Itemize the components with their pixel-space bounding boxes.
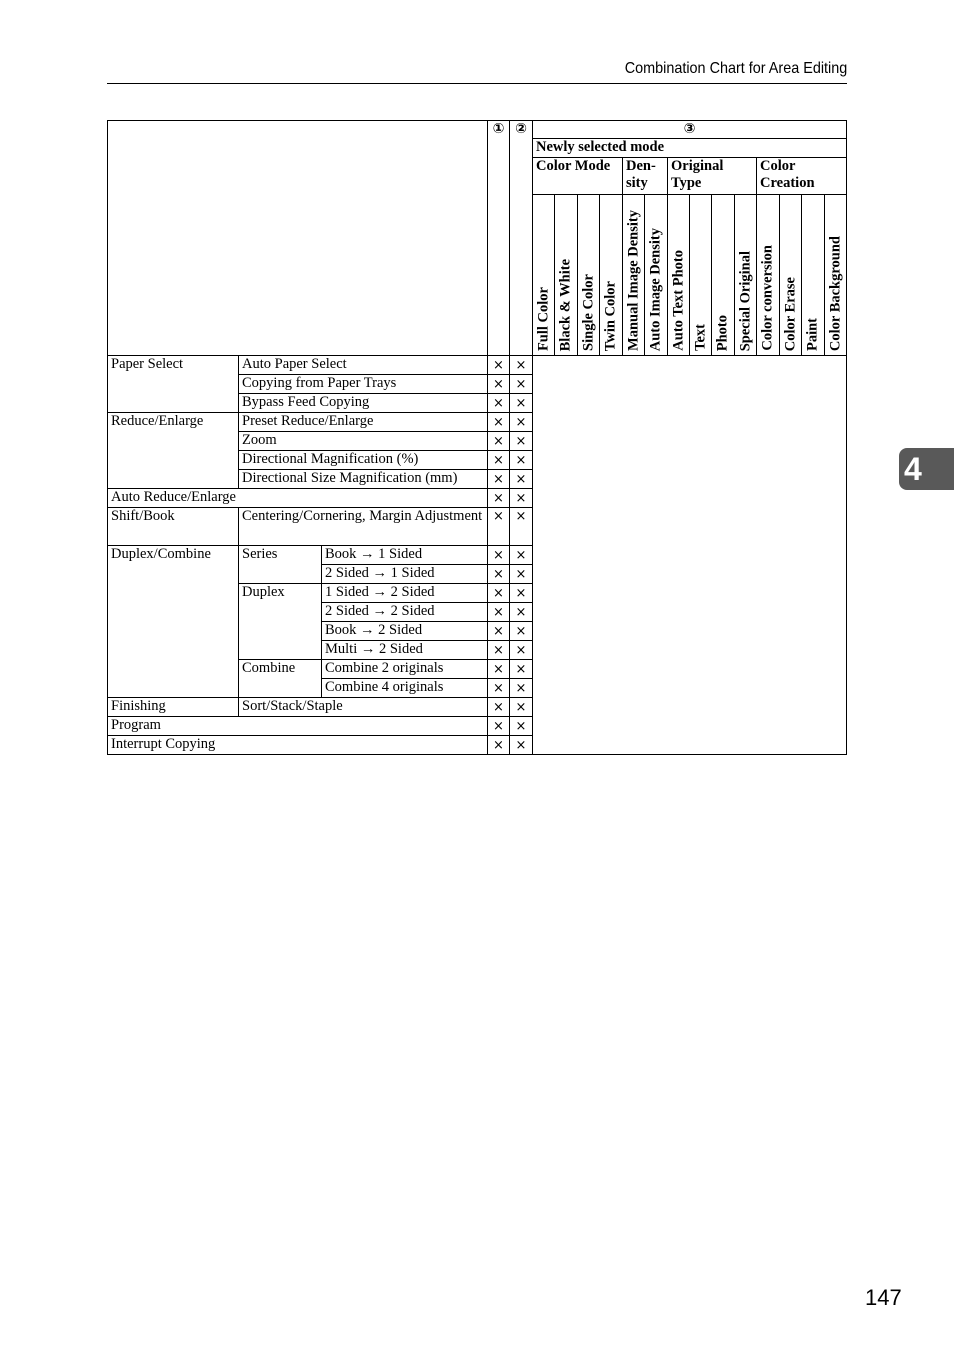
group-color-creation: Color Creation bbox=[757, 158, 847, 195]
col-special-original bbox=[735, 195, 757, 356]
row-label: 2 Sided → 2 Sided bbox=[322, 603, 488, 622]
row-label: Preset Reduce/Enlarge bbox=[239, 413, 488, 432]
row-label: 1 Sided → 2 Sided bbox=[322, 584, 488, 603]
mark-cell: × bbox=[488, 717, 510, 736]
mark-cell: × bbox=[510, 641, 533, 660]
chapter-tab: 4 bbox=[899, 448, 954, 490]
row-label: Centering/Cornering, Margin Adjustment bbox=[239, 508, 488, 546]
mark-cell: × bbox=[488, 641, 510, 660]
mark-cell: × bbox=[510, 356, 533, 375]
row-label: Combine 4 originals bbox=[322, 679, 488, 698]
mark-cell: × bbox=[488, 489, 510, 508]
mark-cell: × bbox=[488, 413, 510, 432]
col-photo bbox=[712, 195, 735, 356]
mark-cell: × bbox=[488, 432, 510, 451]
page-number: 147 bbox=[865, 1285, 902, 1310]
row-label: Copying from Paper Trays bbox=[239, 375, 488, 394]
mark-cell: × bbox=[510, 717, 533, 736]
row-label: Sort/Stack/Staple bbox=[239, 698, 488, 717]
row-label: Program bbox=[108, 717, 488, 736]
col-label: Color Background bbox=[827, 235, 843, 351]
mark-cell: × bbox=[510, 698, 533, 717]
col-label: Auto Text Photo bbox=[670, 250, 686, 351]
mark-cell: × bbox=[488, 451, 510, 470]
mark-cell: × bbox=[488, 356, 510, 375]
mark-cell: × bbox=[510, 508, 533, 546]
group-original-type: Original Type bbox=[668, 158, 757, 195]
row-label: Directional Size Magnification (mm) bbox=[239, 470, 488, 489]
mark-cell: × bbox=[510, 622, 533, 641]
row-label: 2 Sided → 1 Sided bbox=[322, 565, 488, 584]
mark-cell: × bbox=[488, 546, 510, 565]
col-label: Single Color bbox=[580, 274, 596, 351]
mark-cell: × bbox=[510, 584, 533, 603]
mark-cell: × bbox=[510, 432, 533, 451]
col-label: Color Erase bbox=[782, 276, 798, 351]
col-color-erase bbox=[780, 195, 802, 356]
col-marker-3: ③ bbox=[533, 121, 847, 139]
row-group-label: Shift/Book bbox=[108, 508, 239, 546]
mark-cell: × bbox=[488, 584, 510, 603]
col-label: Black & White bbox=[557, 258, 574, 351]
mark-cell: × bbox=[510, 489, 533, 508]
row-label: Auto Reduce/Enlarge bbox=[108, 489, 488, 508]
mark-cell: × bbox=[488, 603, 510, 622]
combination-chart bbox=[107, 120, 847, 755]
mark-cell: × bbox=[488, 736, 510, 755]
col-label: Paint bbox=[804, 317, 821, 351]
mark-cell: × bbox=[510, 546, 533, 565]
row-label: Book → 2 Sided bbox=[322, 622, 488, 641]
col-auto-text-photo bbox=[668, 195, 690, 356]
row-label: Multi → 2 Sided bbox=[322, 641, 488, 660]
col-label: Twin Color bbox=[602, 280, 619, 351]
row-group-label: Paper Select bbox=[108, 356, 239, 413]
col-color-conversion bbox=[757, 195, 780, 356]
row-group-label: Finishing bbox=[108, 698, 239, 717]
mark-cell: × bbox=[488, 622, 510, 641]
row-subgroup-label: Duplex bbox=[239, 584, 322, 660]
mark-cell: × bbox=[488, 470, 510, 489]
row-label: Zoom bbox=[239, 432, 488, 451]
mark-cell: × bbox=[510, 565, 533, 584]
group-color-mode: Color Mode bbox=[533, 158, 623, 195]
col-paint bbox=[802, 195, 825, 356]
mark-cell: × bbox=[488, 394, 510, 413]
col-label: Photo bbox=[714, 314, 731, 351]
row-subgroup-label: Combine bbox=[239, 660, 322, 698]
col-label: Manual Image Density bbox=[625, 210, 641, 351]
mark-cell: × bbox=[510, 451, 533, 470]
mark-cell: × bbox=[510, 394, 533, 413]
row-group-label: Duplex/Combine bbox=[108, 546, 239, 698]
newly-selected-mode-label: Newly selected mode bbox=[533, 139, 847, 158]
col-color-background bbox=[825, 195, 847, 356]
row-group-label: Reduce/Enlarge bbox=[108, 413, 239, 489]
row-label: Interrupt Copying bbox=[108, 736, 488, 755]
page-header-title: Combination Chart for Area Editing bbox=[624, 60, 847, 77]
header-rule bbox=[107, 83, 847, 84]
mark-cell: × bbox=[488, 565, 510, 584]
col-label: Auto Image Density bbox=[647, 227, 664, 351]
row-label: Auto Paper Select bbox=[239, 356, 488, 375]
col-text bbox=[690, 195, 712, 356]
col-single-color bbox=[578, 195, 600, 356]
col-label: Special Original bbox=[737, 250, 753, 351]
col-marker-2: ② bbox=[510, 121, 533, 356]
mark-cell: × bbox=[488, 508, 510, 546]
col-label: Color conversion bbox=[759, 245, 776, 351]
mark-cell: × bbox=[510, 679, 533, 698]
mark-cell: × bbox=[510, 470, 533, 489]
blank-area bbox=[533, 356, 847, 755]
col-auto-image-density bbox=[645, 195, 668, 356]
mark-cell: × bbox=[488, 679, 510, 698]
row-label: Combine 2 originals bbox=[322, 660, 488, 679]
row-label: Directional Magnification (%) bbox=[239, 451, 488, 470]
mark-cell: × bbox=[510, 375, 533, 394]
mark-cell: × bbox=[488, 698, 510, 717]
group-density: Den- sity bbox=[623, 158, 668, 195]
col-label: Full Color bbox=[535, 286, 551, 351]
col-marker-1: ① bbox=[488, 121, 510, 356]
header-blank-cell bbox=[108, 121, 488, 356]
row-subgroup-label: Series bbox=[239, 546, 322, 584]
col-manual-image-density bbox=[623, 195, 645, 356]
col-twin-color bbox=[600, 195, 623, 356]
col-black-white bbox=[555, 195, 578, 356]
mark-cell: × bbox=[510, 413, 533, 432]
mark-cell: × bbox=[510, 603, 533, 622]
row-label: Bypass Feed Copying bbox=[239, 394, 488, 413]
mark-cell: × bbox=[488, 660, 510, 679]
row-label: Book → 1 Sided bbox=[322, 546, 488, 565]
mark-cell: × bbox=[510, 660, 533, 679]
mark-cell: × bbox=[488, 375, 510, 394]
mark-cell: × bbox=[510, 736, 533, 755]
col-label: Text bbox=[692, 324, 708, 351]
col-full-color bbox=[533, 195, 555, 356]
